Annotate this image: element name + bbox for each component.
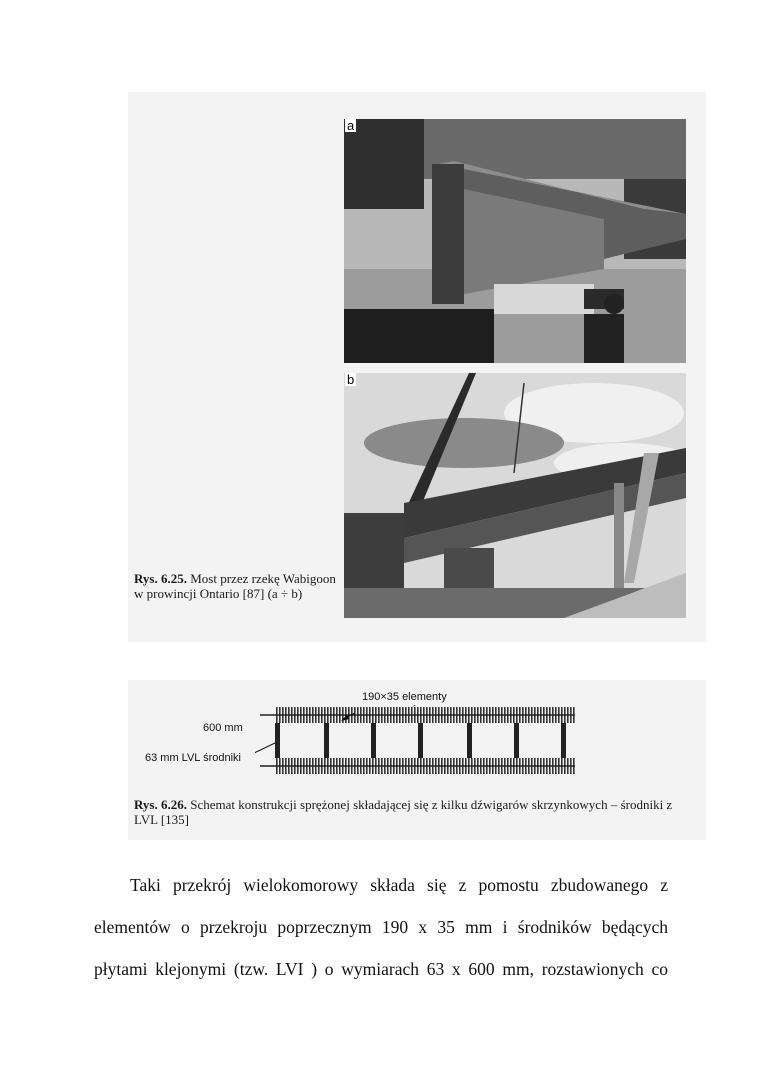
figure-6-26-caption-text: Schemat konstrukcji sprężonej składającej się z kilku dźwigarów skrzynkowych – środniki z LVL [135] <box>134 797 673 827</box>
photo-b-label: b <box>347 373 355 387</box>
figure-6-26-number: Rys. 6.26. <box>134 797 187 812</box>
photo-a-beam-on-truck <box>344 119 686 363</box>
figure-6-25-caption <box>134 571 339 601</box>
photo-a-image <box>344 119 686 363</box>
label-webs: 63 mm LVL środniki <box>145 752 241 764</box>
photo-b-image <box>344 373 686 618</box>
label-height: 600 mm <box>203 722 243 734</box>
box-girder-cross-section <box>255 703 580 783</box>
figure-6-25-number: Rys. 6.25. <box>134 571 187 586</box>
label-top-elements: 190×35 elementy <box>362 691 447 703</box>
body-line-3: płytami klejonymi (tzw. LVI ) o wymiarach 63 x 600 mm, rozstawionych co <box>94 959 668 979</box>
body-line-2: elementów o przekroju poprzecznym 190 x 35 mm i środników będących <box>94 917 668 937</box>
figure-6-26-caption <box>134 797 694 827</box>
figure-6-25-caption-text: Most przez rzekę Wabigoon w prowincji Ontario [87] (a ÷ b) <box>134 571 336 601</box>
webs <box>275 723 566 758</box>
photo-a-label: a <box>347 119 355 133</box>
body-line-1: Taki przekrój wielokomorowy składa się z pomostu zbudowanego z <box>130 875 668 895</box>
photo-b-bridge-with-crane <box>344 373 686 618</box>
